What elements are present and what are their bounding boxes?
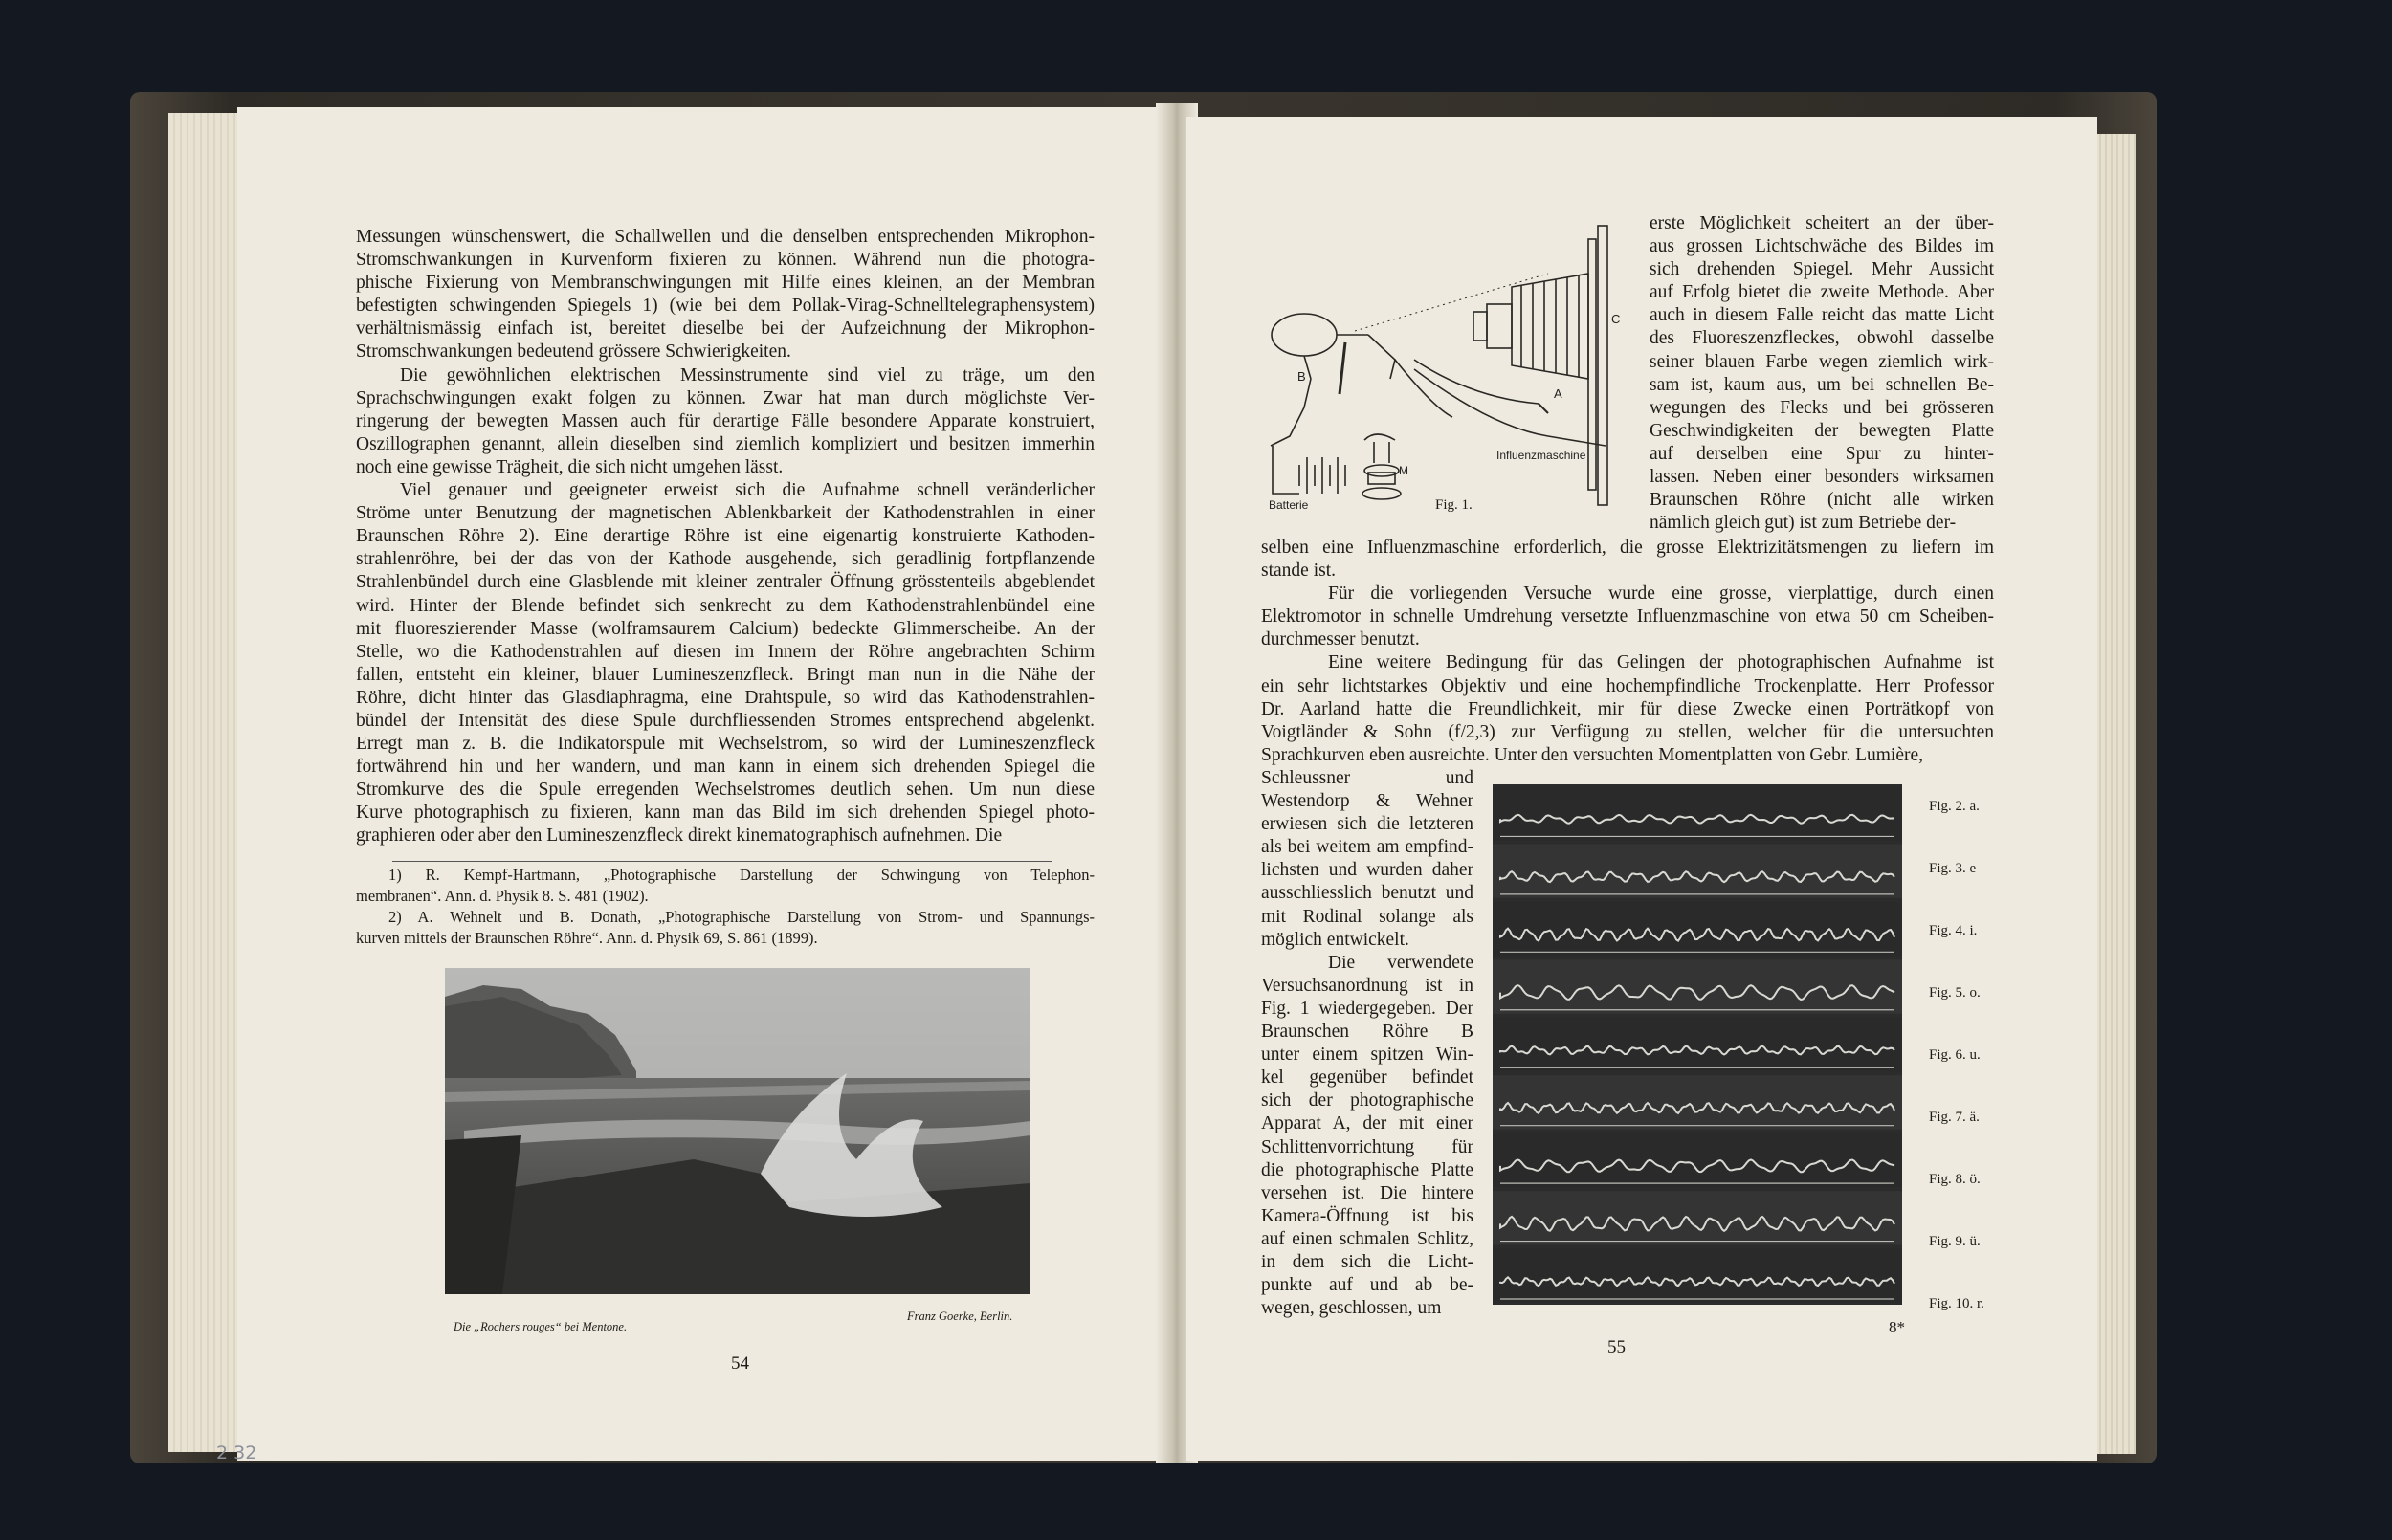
text-line: selben eine Influenzmaschine erforderlich, die grosse Elektrizitätsmengen zu liefern im [1261,538,1994,558]
left-page-body [356,226,1095,848]
text-line: ein sehr lichtstarkes Objektiv und eine hochempfindliche Trockenplatte. Herr Professor [1261,675,1994,696]
figure-1-caption: Fig. 1. [1435,497,1473,513]
text-line: verhältnismässig einfach ist, bereitet dieselbe bei der Aufzeichnung der Mikrophon- [356,319,1095,340]
signature-mark: 8* [1889,1318,1905,1336]
text-line: Röhre, dicht hinter das Glasdiaphragma, eine Drahtspule, so wird das Kathodenstrahlen- [356,687,1095,708]
page-number-right: 55 [1607,1337,1626,1357]
text-line: Strahlenbündel durch eine Glasblende mit kleiner zentraler Öffnung grösstenteils abgeblendet [356,572,1095,593]
text-line: Die gewöhnlichen elektrischen Messinstrumente sind viel zu träge, um den [400,364,1095,385]
figure-label: Fig. 7. ä. [1929,1110,1980,1125]
curve-band [1493,1018,1902,1071]
paragraph-versuche [1261,583,1994,651]
text-line: Apparat A, der mit einer [1261,1113,1473,1134]
text-line: Versuchsanordnung ist in [1261,975,1473,996]
text-line: auf Erfolg bietet die zweite Methode. Aber [1650,282,1994,303]
text-line: Kamera-Öffnung ist bis [1261,1205,1473,1226]
label-a: A [1554,386,1562,401]
speech-curve-traces [1493,784,1902,1305]
archive-stamp: 2 32 [216,1442,257,1463]
text-line: Viel genauer und geeigneter erweist sich die Aufnahme schnell veränderlicher [400,480,1095,501]
text-line: versehen ist. Die hintere [1261,1182,1473,1203]
figure-label: Fig. 4. i. [1929,923,1978,938]
text-line: seiner blauen Farbe wegen ziemlich wirk- [1650,351,1994,372]
text-line: punkte auf und ab be- [1261,1275,1473,1296]
figure-label: Fig. 10. r. [1929,1296,1984,1311]
text-line: Stelle, wo die Kathodenstrahlen auf diesen im Innern der Röhre angebrachten Schirm [356,641,1095,662]
text-line: durchmesser benutzt. [1261,629,1420,650]
text-line: die photographische Platte [1261,1159,1473,1180]
curve-band [1493,1075,1902,1129]
curve-band [1493,1249,1902,1303]
text-line: sich drehenden Spiegel. Mehr Aussicht [1650,259,1994,280]
curve-band [1493,844,1902,897]
text-line: Eine weitere Bedingung für das Gelingen der photographischen Aufnahme ist [1328,652,1994,673]
text-line: ausschliesslich benutzt und [1261,883,1473,904]
text-line: kel gegenüber befindet [1261,1067,1473,1089]
label-batterie: Batterie [1269,498,1309,512]
figure-label: Fig. 3. e [1929,861,1977,876]
text-line: wird. Hinter der Blende befindet sich senkrecht zu dem Kathodenstrahlenbündel eine [356,595,1095,616]
text-line: Fig. 1 wiedergegeben. Der [1261,998,1473,1019]
apparatus-drawing [1261,216,1639,518]
text-line: Messungen wünschenswert, die Schallwellen und die denselben entsprechenden Mikrophon- [356,227,1095,247]
text-line: 2) A. Wehnelt und B. Donath, „Photographische Darstellung von Strom- und Spannungs- [388,908,1095,926]
text-line: nämlich gleich gut) ist zum Betriebe der- [1650,513,1957,534]
text-line: sich der photographische [1261,1090,1473,1111]
curve-band [1493,1191,1902,1244]
figure-label: Fig. 8. ö. [1929,1172,1981,1187]
text-line: Stromkurve des die Spule erregenden Wechselstromes deutlich sehen. Um nun diese [356,780,1095,801]
text-line: fortwährend hin und her wandern, und man kann in einem sich drehenden Spiegel die [356,757,1095,778]
text-line: Stromschwankungen in Kurvenform fixieren zu können. Während nun die photogra- [356,250,1095,271]
text-line: Oszillographen genannt, allein dieselben sind ziemlich kompliziert und besitzen immerhin [356,433,1095,454]
text-line: wegungen des Flecks und bei grösseren [1650,397,1994,418]
text-line: auch in diesem Falle reicht das matte Licht [1650,305,1994,326]
footnotes [356,865,1095,949]
footnote-1 [356,865,1095,907]
text-line: ringerung der bewegten Massen auch für derartige Fälle besondere Apparate konstruiert, [356,410,1095,431]
paragraph-platten [1261,767,1473,952]
footnote-rule [392,861,1052,862]
text-line: Schleussner und [1261,768,1473,788]
photo-caption-title: Die „Rochers rouges“ bei Mentone. [454,1320,628,1333]
text-line: möglich entwickelt. [1261,929,1409,950]
figure-label: Fig. 6. u. [1929,1047,1981,1063]
text-line: in dem sich die Licht- [1261,1251,1473,1272]
text-line: aus grossen Lichtschwäche des Bildes im [1650,236,1994,257]
curve-band [1493,1133,1902,1187]
label-b: B [1297,369,1306,384]
text-line: auf derselben eine Spur zu hinter- [1650,443,1994,464]
text-line: lassen. Neben einer besonders wirksamen [1650,467,1994,488]
photo-caption-credit: Franz Goerke, Berlin. [907,1309,1013,1323]
right-full-width-text [1261,537,1994,767]
photo-illustration [445,968,1030,1294]
text-line: Geschwindigkeiten der bewegten Platte [1650,420,1994,441]
paragraph-bedingung [1261,651,1994,766]
paragraph-1 [356,226,1095,364]
text-line: graphieren oder aber den Lumineszenzfleck direkt kinematographisch aufnehmen. Die [356,825,1003,847]
right-narrow-column [1261,767,1473,1320]
text-line: bündel der Intensität des diese Spule durchfliessenden Stromes entsprechend abgelenkt. [356,710,1095,731]
text-line: als bei weitem am empfind- [1261,837,1473,858]
label-influenzmaschine: Influenzmaschine [1496,449,1586,462]
text-line: Stromschwankungen bedeutend grössere Schwierigkeiten. [356,341,791,363]
figure-label: Fig. 9. ü. [1929,1234,1981,1249]
text-line: des Fluoreszenzfleckes, obwohl dasselbe [1650,328,1994,349]
page-stack-right [2095,134,2136,1454]
text-line: unter einem spitzen Win- [1261,1045,1473,1066]
text-line: membranen“. Ann. d. Physik 8. S. 481 (1902). [356,887,649,905]
text-line: stande ist. [1261,561,1336,582]
text-line: strahlenröhre, bei der das von der Kathode ausgehende, sich geradlinig fortpflanzende [356,549,1095,570]
text-line: Braunschen Röhre (nicht alle wirken [1650,490,1994,511]
text-line: Schlittenvorrichtung für [1261,1136,1473,1157]
text-line: Die verwendete [1328,952,1473,973]
text-line: Sprachkurven eben ausreichte. Unter den versuchten Momentplatten von Gebr. Lumière, [1261,744,1924,765]
curve-band [1493,902,1902,956]
paragraph-2 [356,364,1095,479]
figure-label: Fig. 2. a. [1929,799,1980,814]
text-line: Voigtländer & Sohn (f/2,3) zur Verfügung zu stellen, welcher für die untersuchten [1261,721,1994,742]
paragraph-anordnung [1261,952,1473,1321]
text-line: Erregt man z. B. die Indikatorspule mit Wechselstrom, so wird der Lumineszenzfleck [356,734,1095,755]
curve-band [1493,786,1902,840]
text-line: Kurve photographisch zu fixieren, kann man das Bild im sich drehenden Spiegel photo- [356,803,1095,824]
page-number-left: 54 [731,1353,749,1374]
text-line: Für die vorliegenden Versuche wurde eine grosse, vierplattige, durch einen [1328,583,1994,605]
speech-curves-figure [1493,784,1902,1305]
text-line: wegen, geschlossen, um [1261,1298,1442,1319]
text-line: befestigten schwingenden Spiegels 1) (wie bei dem Pollak-Virag-Schnelltelegraphensystem) [356,296,1095,317]
text-line: Dr. Aarland hatte die Freundlichkeit, mir für diese Zwecke einen Porträtkopf von [1261,698,1994,719]
text-line: Westendorp & Wehner [1261,791,1473,812]
paragraph-3 [356,479,1095,848]
text-line: fallen, entsteht ein kleiner, blauer Lumineszenzfleck. Bringt man nun in die Nähe der [356,664,1095,685]
text-line: lichsten und wurden daher [1261,860,1473,881]
text-line: Sprachschwingungen exakt folgen zu können. Zwar hat man durch möglichste Ver- [356,387,1095,408]
paragraph-continued [1261,537,1994,583]
coast-photograph [445,968,1030,1294]
text-line: erwiesen sich die letzteren [1261,814,1473,835]
label-m: M [1399,464,1408,477]
text-line: 1) R. Kempf-Hartmann, „Photographische Darstellung der Schwingung von Telephon- [388,866,1095,884]
figure-1-apparatus-diagram [1261,216,1639,518]
text-line: Braunschen Röhre 2). Eine derartige Röhre ist eine eigenartig konstruierte Kathoden- [356,526,1095,547]
curve-band [1493,959,1902,1013]
text-line: sam ist, kaum aus, um bei schnellen Be- [1650,374,1994,395]
text-line: erste Möglichkeit scheitert an der über- [1650,213,1994,233]
text-line: mit fluoreszierender Masse (wolframsaurem Calcium) bedeckte Glimmerscheibe. An der [356,618,1095,639]
label-c: C [1611,312,1621,326]
footnote-2 [356,907,1095,949]
text-line: phische Fixierung von Membranschwingungen mit Hilfe eines kleinen, an der Membran [356,273,1095,294]
text-line: Braunschen Röhre B [1261,1022,1473,1043]
text-line: kurven mittels der Braunschen Röhre“. Ann. d. Physik 69, S. 861 (1899). [356,929,818,947]
figure-label: Fig. 5. o. [1929,985,1981,1001]
text-line: Elektromotor in schnelle Umdrehung versetzte Influenzmaschine von etwa 50 cm Scheiben- [1261,606,1994,627]
text-line: noch eine gewisse Trägheit, die sich nicht umgehen lässt. [356,456,784,477]
right-side-column [1650,212,1994,535]
text-line: Ströme unter Benutzung der magnetischen Ablenkbarkeit der Kathodenstrahlen in einer [356,503,1095,524]
text-line: mit Rodinal solange als [1261,906,1473,927]
text-line: auf einen schmalen Schlitz, [1261,1228,1473,1249]
